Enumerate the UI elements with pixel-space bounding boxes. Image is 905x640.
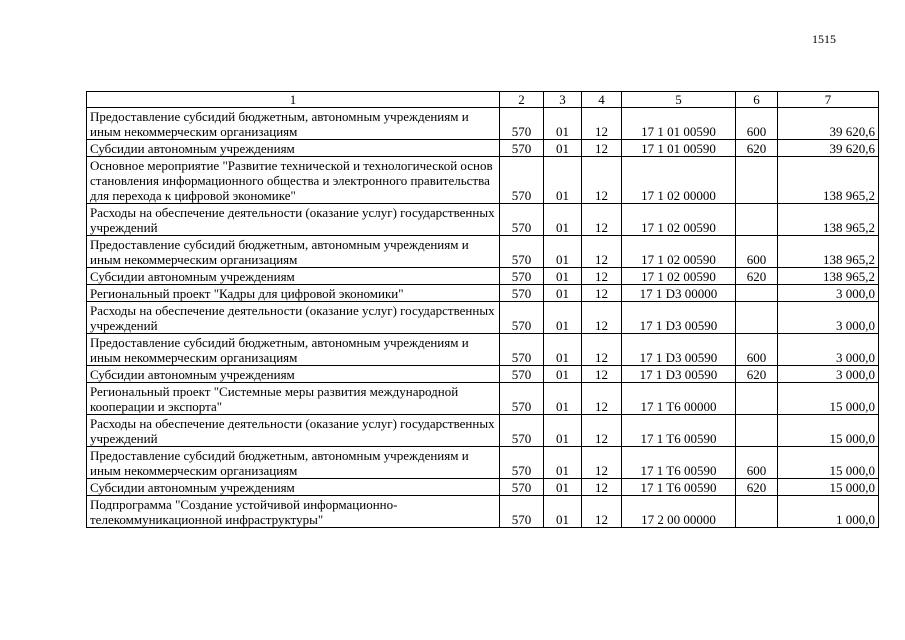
row-name-cell: Предоставление субсидий бюджетным, автономным учреждениям и иным некоммерческим организациям: [87, 108, 500, 140]
row-subsection-cell: 12: [582, 496, 622, 528]
row-section-cell: 01: [544, 496, 582, 528]
row-code-cell: 570: [500, 479, 544, 496]
row-section-cell: 01: [544, 204, 582, 236]
row-expense-type-cell: 620: [736, 366, 778, 383]
row-section-cell: 01: [544, 366, 582, 383]
row-amount-cell: 1 000,0: [778, 496, 879, 528]
row-expense-type-cell: [736, 204, 778, 236]
row-expense-type-cell: 600: [736, 447, 778, 479]
row-expense-type-cell: 600: [736, 334, 778, 366]
row-code-cell: 570: [500, 334, 544, 366]
row-section-cell: 01: [544, 108, 582, 140]
header-row: [87, 92, 879, 108]
table-row: [87, 496, 879, 528]
row-target-article-cell: 17 1 D3 00590: [622, 302, 736, 334]
row-section-cell: 01: [544, 268, 582, 285]
row-expense-type-cell: 620: [736, 140, 778, 157]
row-target-article-cell: 17 1 02 00000: [622, 157, 736, 204]
table-row: [87, 366, 879, 383]
row-section-cell: 01: [544, 334, 582, 366]
row-amount-cell: 3 000,0: [778, 334, 879, 366]
header-cell-3: 3: [544, 92, 582, 108]
table-row: [87, 236, 879, 268]
row-expense-type-cell: [736, 302, 778, 334]
row-name-cell: Субсидии автономным учреждениям: [87, 366, 500, 383]
row-amount-cell: 15 000,0: [778, 415, 879, 447]
row-name-cell: Региональный проект "Системные меры развития международной кооперации и экспорта": [87, 383, 500, 415]
row-expense-type-cell: 600: [736, 108, 778, 140]
row-code-cell: 570: [500, 236, 544, 268]
row-amount-cell: 138 965,2: [778, 236, 879, 268]
row-amount-cell: 15 000,0: [778, 383, 879, 415]
row-section-cell: 01: [544, 302, 582, 334]
row-section-cell: 01: [544, 447, 582, 479]
row-expense-type-cell: [736, 383, 778, 415]
table-body: [87, 108, 879, 528]
row-expense-type-cell: 620: [736, 268, 778, 285]
row-target-article-cell: 17 1 D3 00000: [622, 285, 736, 302]
header-cell-6: 6: [736, 92, 778, 108]
row-name-cell: Предоставление субсидий бюджетным, автономным учреждениям и иным некоммерческим организациям: [87, 334, 500, 366]
row-code-cell: 570: [500, 415, 544, 447]
row-name-cell: Субсидии автономным учреждениям: [87, 479, 500, 496]
row-code-cell: 570: [500, 157, 544, 204]
table-row: [87, 204, 879, 236]
row-code-cell: 570: [500, 204, 544, 236]
row-section-cell: 01: [544, 236, 582, 268]
row-subsection-cell: 12: [582, 108, 622, 140]
budget-table: [86, 91, 879, 528]
row-name-cell: Предоставление субсидий бюджетным, автономным учреждениям и иным некоммерческим организациям: [87, 447, 500, 479]
row-section-cell: 01: [544, 140, 582, 157]
row-amount-cell: 138 965,2: [778, 268, 879, 285]
row-expense-type-cell: 620: [736, 479, 778, 496]
table-row: [87, 415, 879, 447]
row-expense-type-cell: [736, 496, 778, 528]
row-name-cell: Предоставление субсидий бюджетным, автономным учреждениям и иным некоммерческим организациям: [87, 236, 500, 268]
row-code-cell: 570: [500, 383, 544, 415]
row-amount-cell: 39 620,6: [778, 108, 879, 140]
row-name-cell: Основное мероприятие "Развитие технической и технологической основ становления информационного общества и электронного правительства для перехода к цифровой экономике": [87, 157, 500, 204]
table-row: [87, 334, 879, 366]
row-section-cell: 01: [544, 479, 582, 496]
table-row: [87, 302, 879, 334]
row-target-article-cell: 17 1 02 00590: [622, 236, 736, 268]
row-code-cell: 570: [500, 496, 544, 528]
table-row: [87, 140, 879, 157]
row-subsection-cell: 12: [582, 302, 622, 334]
page-number: 1515: [812, 32, 836, 46]
row-amount-cell: 15 000,0: [778, 479, 879, 496]
row-amount-cell: 3 000,0: [778, 302, 879, 334]
row-subsection-cell: 12: [582, 204, 622, 236]
table-row: [87, 383, 879, 415]
row-name-cell: Подпрограмма "Создание устойчивой информационно-телекоммуникационной инфраструктуры": [87, 496, 500, 528]
row-subsection-cell: 12: [582, 268, 622, 285]
row-target-article-cell: 17 1 02 00590: [622, 268, 736, 285]
row-expense-type-cell: [736, 415, 778, 447]
row-target-article-cell: 17 1 D3 00590: [622, 334, 736, 366]
row-expense-type-cell: 600: [736, 236, 778, 268]
row-subsection-cell: 12: [582, 157, 622, 204]
row-subsection-cell: 12: [582, 334, 622, 366]
row-code-cell: 570: [500, 366, 544, 383]
row-subsection-cell: 12: [582, 383, 622, 415]
table-row: [87, 268, 879, 285]
row-target-article-cell: 17 1 01 00590: [622, 108, 736, 140]
row-subsection-cell: 12: [582, 285, 622, 302]
row-subsection-cell: 12: [582, 366, 622, 383]
row-name-cell: Расходы на обеспечение деятельности (оказание услуг) государственных учреждений: [87, 302, 500, 334]
row-code-cell: 570: [500, 140, 544, 157]
row-target-article-cell: 17 1 01 00590: [622, 140, 736, 157]
table-row: [87, 447, 879, 479]
row-amount-cell: 15 000,0: [778, 447, 879, 479]
row-section-cell: 01: [544, 157, 582, 204]
row-section-cell: 01: [544, 383, 582, 415]
row-code-cell: 570: [500, 447, 544, 479]
row-subsection-cell: 12: [582, 479, 622, 496]
row-name-cell: Расходы на обеспечение деятельности (оказание услуг) государственных учреждений: [87, 204, 500, 236]
row-target-article-cell: 17 2 00 00000: [622, 496, 736, 528]
row-section-cell: 01: [544, 285, 582, 302]
row-subsection-cell: 12: [582, 140, 622, 157]
header-cell-1: 1: [87, 92, 500, 108]
table-row: [87, 285, 879, 302]
row-expense-type-cell: [736, 285, 778, 302]
row-code-cell: 570: [500, 268, 544, 285]
table-row: [87, 479, 879, 496]
row-code-cell: 570: [500, 108, 544, 140]
table-row: [87, 108, 879, 140]
row-code-cell: 570: [500, 302, 544, 334]
row-name-cell: Расходы на обеспечение деятельности (оказание услуг) государственных учреждений: [87, 415, 500, 447]
row-amount-cell: 138 965,2: [778, 157, 879, 204]
row-name-cell: Субсидии автономным учреждениям: [87, 140, 500, 157]
row-subsection-cell: 12: [582, 236, 622, 268]
header-cell-5: 5: [622, 92, 736, 108]
row-expense-type-cell: [736, 157, 778, 204]
row-target-article-cell: 17 1 T6 00000: [622, 383, 736, 415]
row-target-article-cell: 17 1 T6 00590: [622, 479, 736, 496]
row-target-article-cell: 17 1 D3 00590: [622, 366, 736, 383]
table-header: [87, 92, 879, 108]
row-name-cell: Региональный проект "Кадры для цифровой экономики": [87, 285, 500, 302]
row-amount-cell: 3 000,0: [778, 285, 879, 302]
table-row: [87, 157, 879, 204]
row-subsection-cell: 12: [582, 447, 622, 479]
row-target-article-cell: 17 1 T6 00590: [622, 415, 736, 447]
header-cell-4: 4: [582, 92, 622, 108]
row-amount-cell: 39 620,6: [778, 140, 879, 157]
row-section-cell: 01: [544, 415, 582, 447]
row-amount-cell: 3 000,0: [778, 366, 879, 383]
header-cell-2: 2: [500, 92, 544, 108]
row-subsection-cell: 12: [582, 415, 622, 447]
row-code-cell: 570: [500, 285, 544, 302]
row-name-cell: Субсидии автономным учреждениям: [87, 268, 500, 285]
row-target-article-cell: 17 1 02 00590: [622, 204, 736, 236]
header-cell-7: 7: [778, 92, 879, 108]
row-amount-cell: 138 965,2: [778, 204, 879, 236]
row-target-article-cell: 17 1 T6 00590: [622, 447, 736, 479]
